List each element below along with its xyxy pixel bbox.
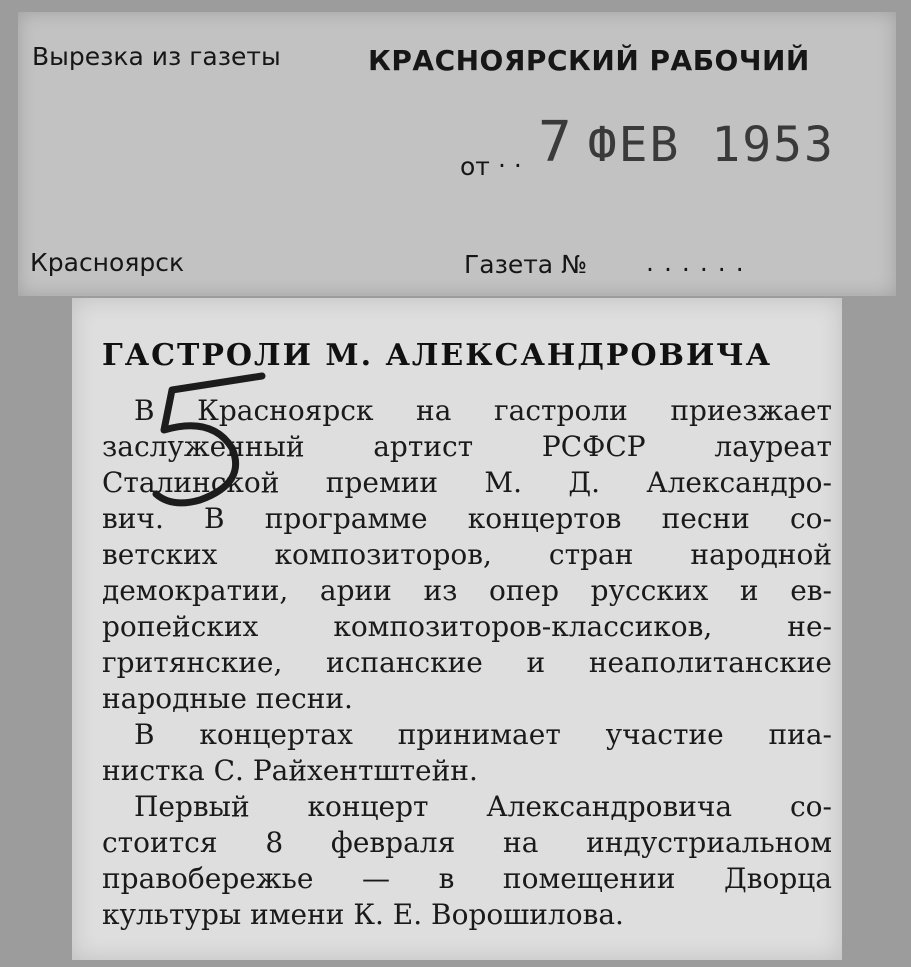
newspaper-clipping <box>72 298 842 960</box>
article-line: народные песни. <box>102 682 353 715</box>
date-stamp-month-year: ФЕВ 1953 <box>587 117 835 173</box>
article-line: правобережье — в помещении Дворца <box>102 862 832 895</box>
article-line: гритянские, испанские и неаполитанские <box>102 646 832 679</box>
city-label: Красноярск <box>30 248 185 277</box>
issue-label: Газета № <box>464 250 588 279</box>
date-dots: . . <box>498 144 522 173</box>
article-line: ропейских композиторов-классиков, не- <box>102 610 832 643</box>
article-line: демократии, арии из опер русских и ев- <box>102 574 832 607</box>
article-line: стоится 8 февраля на индустриальном <box>102 826 832 859</box>
date-stamp-day: 7 <box>538 110 574 175</box>
article-line: вич. В программе концертов песни со- <box>102 502 832 535</box>
article-line: культуры имени К. Е. Ворошилова. <box>102 898 624 931</box>
article-line: ветских композиторов, стран народной <box>102 538 832 571</box>
article-line: заслуженный артист РСФСР лауреат <box>102 430 832 463</box>
article-line: Сталинской премии М. Д. Александро- <box>102 466 832 499</box>
article-line: Первый концерт Александровича со- <box>134 790 832 823</box>
article-line: В концертах принимает участие пиа- <box>134 718 832 751</box>
clipping-label: Вырезка из газеты <box>32 42 281 71</box>
article-headline: ГАСТРОЛИ М. АЛЕКСАНДРОВИЧА <box>102 338 773 373</box>
newspaper-name: КРАСНОЯРСКИЙ РАБОЧИЙ <box>368 44 810 77</box>
article-line: В Красноярск на гастроли приезжает <box>134 394 832 427</box>
date-prefix: от <box>460 152 490 181</box>
issue-number-dots: ...... <box>646 248 754 277</box>
article-line: нистка С. Райхентштейн. <box>102 754 478 787</box>
clipping-header-slip <box>18 12 896 296</box>
date-stamp <box>538 110 835 175</box>
